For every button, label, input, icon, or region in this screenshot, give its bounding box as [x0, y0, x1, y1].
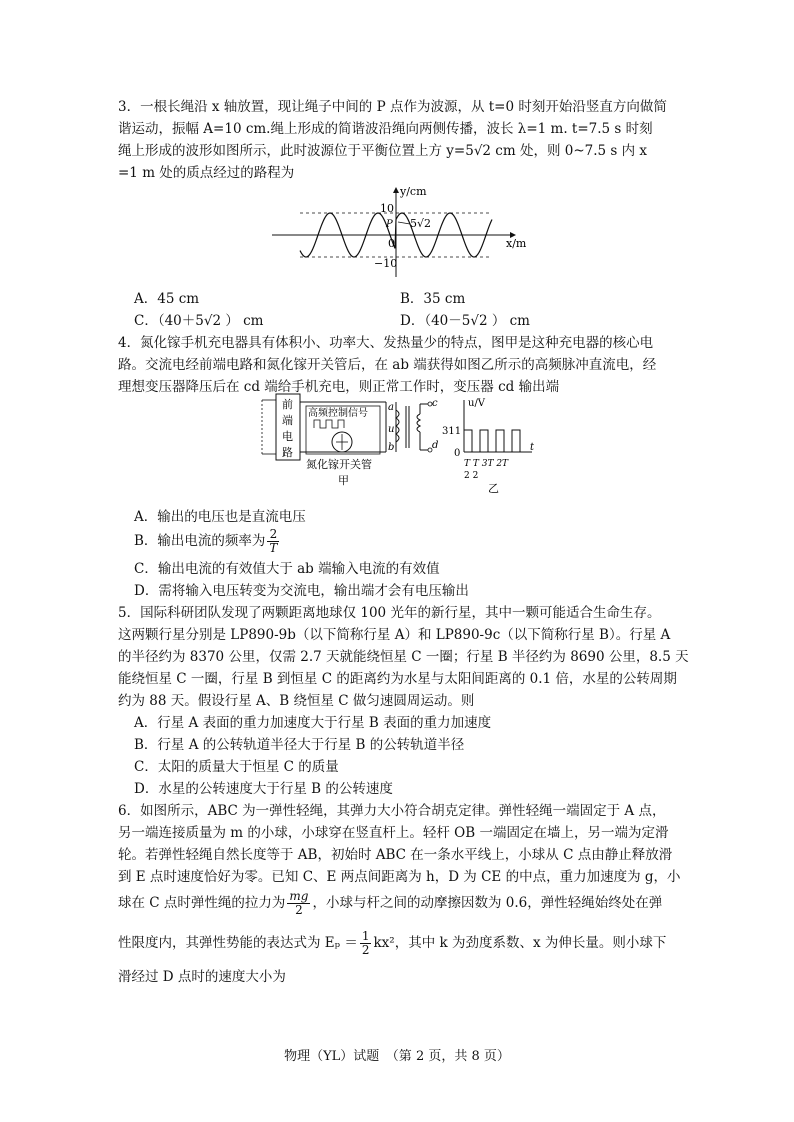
q4-fig-uv: u/V — [468, 398, 486, 409]
q3-fig-val: 5√2 — [410, 217, 432, 230]
q6-line-2: 另一端连接质量为 m 的小球，小球穿在竖直杆上。轻杆 OB 一端固定在墙上，另一端为定滑 — [118, 825, 669, 841]
q6-line-4: 到 E 点时速度恰好为零。已知 C、E 两点间距离为 h，D 为 CE 的中点，重力加速度为 g，小 — [118, 869, 681, 885]
q5-option-b[interactable]: B．行星 A 的公转轨道半径大于行星 B 的公转轨道半径 — [134, 737, 465, 753]
q4-fig-two: 2 2 — [464, 471, 479, 481]
q6-line-5-post: ，小球与杆之间的动摩擦因数为 0.6，弹性轻绳始终处在弹 — [312, 895, 663, 911]
q4-option-b-den: T — [269, 541, 278, 555]
q3-fig-p: P — [386, 219, 393, 230]
q4-switch-label: 氮化镓开关管 — [306, 458, 372, 471]
q4-label-c: c — [432, 398, 438, 409]
q4-label-u: u — [388, 424, 395, 435]
q6-line-3: 轮。若弹性轻绳自然长度等于 AB，初始时 ABC 在一条水平线上，小球从 C 点由静止释放滑 — [118, 847, 673, 863]
q6-line-6-post: kx²，其中 k 为劲度系数、x 为伸长量。则小球下 — [373, 935, 667, 951]
q3-option-c[interactable]: C．（40＋5√2 ） cm — [134, 313, 264, 329]
q4-front-text-3: 电 — [282, 430, 293, 443]
q3-line-4: =1 m 处的质点经过的路程为 — [118, 165, 295, 181]
q3-fig-bottom: −10 — [374, 257, 398, 270]
q3-line-1: 3．一根长绳沿 x 轴放置，现让绳子中间的 P 点作为波源，从 t=0 时刻开始沿竖直方向做简 — [118, 99, 667, 115]
q5-option-c[interactable]: C．太阳的质量大于恒星 C 的质量 — [134, 759, 339, 775]
q6-tension-num: mg — [289, 889, 309, 903]
q6-energy-num: 1 — [361, 929, 370, 943]
q5-option-a[interactable]: A．行星 A 表面的重力加速度大于行星 B 表面的重力加速度 — [134, 715, 492, 731]
q4-option-a[interactable]: A．输出的电压也是直流电压 — [134, 509, 306, 525]
q3-fig-xlabel: x/m — [506, 237, 527, 250]
q6-line-6 — [118, 930, 678, 957]
q3-fig-ylabel: y/cm — [400, 185, 427, 198]
q5-line-3: 的半径约为 8370 公里，仅需 2.7 天就能绕恒星 C 一圈；行星 B 半径约为 8690 公里，8.5 天 — [118, 649, 689, 665]
q4-fig-yi: 乙 — [488, 482, 499, 495]
q4-front-text-1: 前 — [282, 398, 293, 411]
q4-line-2: 路。交流电经前端电路和氮化镓开关管后，在 ab 端获得如图乙所示的高频脉冲直流电，经 — [118, 357, 657, 373]
q6-line-5 — [118, 890, 678, 917]
q4-option-b-text: B．输出电流的频率为 — [134, 533, 266, 549]
q5-line-4: 能绕恒星 C 一圈，行星 B 到恒星 C 的距离约为水星与太阳间距离的 0.1 倍，水星的公转周期 — [118, 671, 677, 687]
q4-option-b-num: 2 — [267, 528, 279, 542]
q4-option-d[interactable]: D．需将输入电压转变为交流电，输出端才会有电压输出 — [134, 583, 469, 599]
q4-fig-zero: 0 — [454, 448, 461, 459]
q4-label-d: d — [432, 440, 439, 451]
q4-ctrl-label: 高频控制信号 — [308, 408, 368, 419]
q3-line-2: 谐运动，振幅 A=10 cm.绳上形成的简谐波沿绳向两侧传播，波长 λ=1 m. t=7.5 s 时刻 — [118, 121, 653, 137]
q3-option-d[interactable]: D．（40－5√2 ） cm — [400, 313, 530, 329]
q3-option-a[interactable]: A．45 cm — [134, 291, 200, 307]
q4-fig-ticks: T T 3T 2T — [464, 459, 509, 469]
q4-label-b: b — [388, 442, 395, 453]
q6-line-5-pre: 球在 C 点时弹性绳的拉力为 — [118, 895, 286, 911]
q6-energy-fraction — [360, 930, 372, 957]
q5-line-1: 5．国际科研团队发现了两颗距离地球仅 100 光年的新行星，其中一颗可能适合生命生存。 — [118, 605, 661, 621]
q3-wave-figure — [270, 185, 540, 280]
q3-fig-top: 10 — [380, 202, 394, 215]
q5-line-5: 约为 88 天。假设行星 A、B 绕恒星 C 做匀速圆周运动。则 — [118, 693, 475, 709]
q4-front-text-2: 端 — [282, 414, 293, 427]
q4-circuit-figure — [258, 392, 538, 504]
q3-option-b[interactable]: B．35 cm — [400, 291, 466, 307]
q4-line-3: 理想变压器降压后在 cd 端给手机充电，则正常工作时，变压器 cd 输出端 — [118, 379, 560, 395]
q3-line-3: 绳上形成的波形如图所示，此时波源位于平衡位置上方 y=5√2 cm 处，则 0~7.5 s 内 x — [118, 143, 648, 159]
q6-line-1: 6．如图所示，ABC 为一弹性轻绳，其弹力大小符合胡克定律。弹性轻绳一端固定于 A 点， — [118, 803, 666, 819]
q4-front-text-4: 路 — [282, 446, 293, 459]
q4-line-1: 4．氮化镓手机充电器具有体积小、功率大、发热量少的特点，图甲是这种充电器的核心电 — [118, 335, 654, 351]
q4-option-b-fraction — [267, 528, 279, 555]
q4-fig-t: t — [530, 442, 535, 453]
q4-option-b[interactable] — [134, 528, 281, 555]
q5-option-d[interactable]: D．水星的公转速度大于行星 B 的公转速度 — [134, 781, 393, 797]
page-footer: 物理（YL）试题 （第 2 页，共 8 页） — [284, 1049, 510, 1064]
q6-line-6-pre: 性限度内，其弹性势能的表达式为 Eₚ ＝ — [118, 935, 358, 951]
q6-line-7: 滑经过 D 点时的速度大小为 — [118, 969, 286, 985]
q4-option-c[interactable]: C．输出电流的有效值大于 ab 端输入电流的有效值 — [134, 561, 440, 577]
q4-fig-jia: 甲 — [338, 474, 349, 487]
q6-tension-den: 2 — [295, 903, 303, 917]
q3-fig-origin: 0 — [388, 237, 395, 250]
q4-fig-311: 311 — [442, 426, 462, 437]
q4-label-a: a — [388, 402, 394, 413]
q6-energy-den: 2 — [361, 943, 370, 957]
q5-line-2: 这两颗行星分别是 LP890-9b（以下简称行星 A）和 LP890-9c（以下简称行星 B）。行星 A — [118, 627, 671, 643]
q6-tension-fraction — [287, 890, 310, 917]
